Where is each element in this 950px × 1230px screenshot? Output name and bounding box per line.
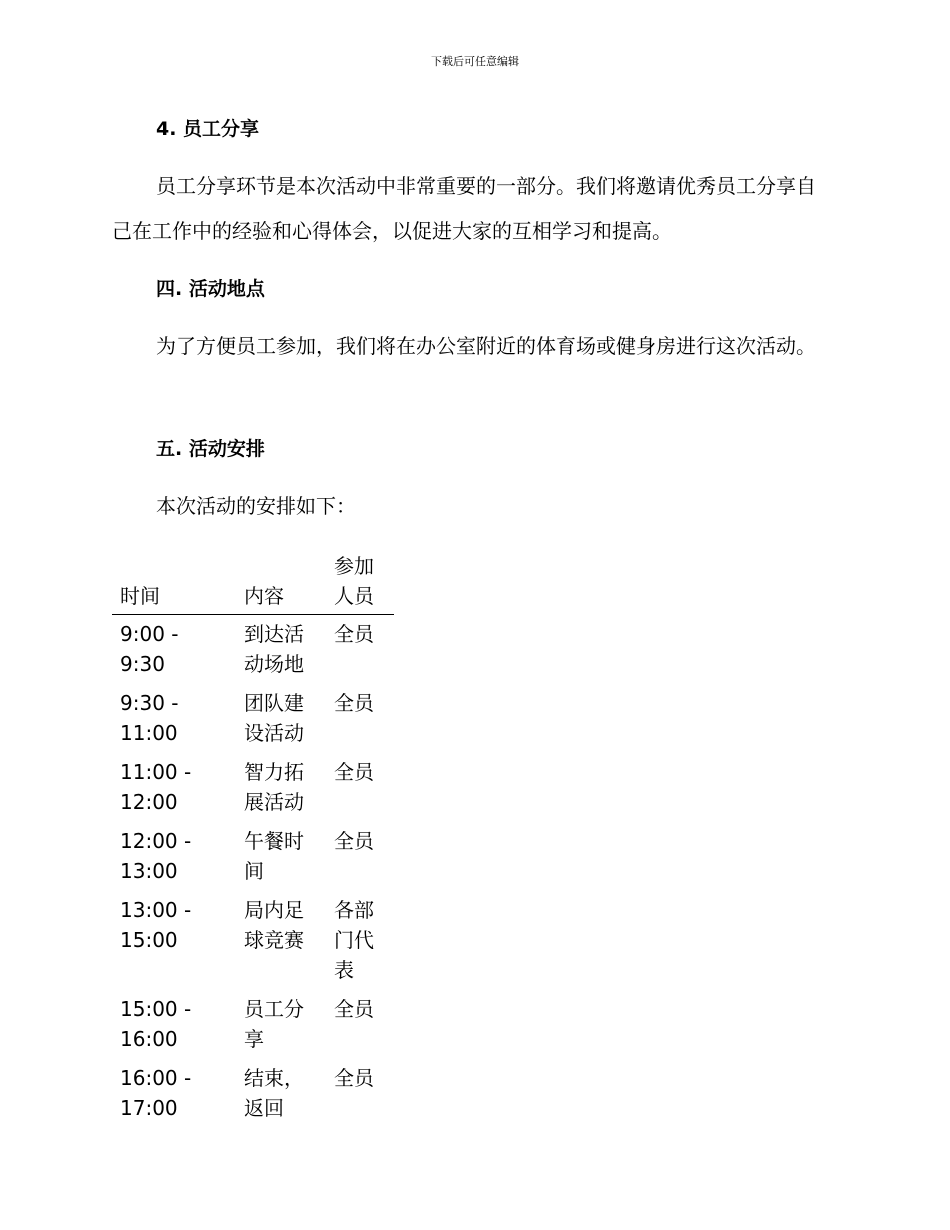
cell-participants: 全员 — [334, 622, 374, 646]
column-header-participants: 参加人员 — [326, 548, 394, 615]
table-row — [112, 891, 394, 990]
cell-time: 11:00 - 12:00 — [120, 760, 192, 814]
cell-time: 16:00 - 17:00 — [120, 1066, 192, 1120]
schedule-intro: 本次活动的安排如下： — [156, 494, 356, 518]
cell-content: 午餐时间 — [244, 829, 304, 883]
employee-sharing-paragraph: 员工分享环节是本次活动中非常重要的一部分。我们将邀请优秀员工分享自己在工作中的经验和心得体会，以促进大家的互相学习和提高。 — [112, 174, 816, 243]
table-row — [112, 615, 394, 685]
cell-time: 15:00 - 16:00 — [120, 997, 192, 1051]
table-row — [112, 990, 394, 1059]
cell-participants: 全员 — [334, 760, 374, 784]
location-paragraph: 为了方便员工参加，我们将在办公室附近的体育场或健身房进行这次活动。 — [156, 334, 816, 358]
section-heading-employee-sharing: 4. 员工分享 — [156, 118, 260, 140]
cell-time: 13:00 - 15:00 — [120, 898, 192, 952]
column-header-time: 时间 — [112, 548, 236, 615]
cell-content: 局内足球竞赛 — [244, 898, 304, 952]
cell-content: 员工分享 — [244, 997, 304, 1051]
cell-participants: 全员 — [334, 997, 374, 1021]
schedule-table — [112, 548, 394, 1128]
cell-participants: 全员 — [334, 829, 374, 853]
cell-time: 9:30 - 11:00 — [120, 691, 179, 745]
table-row — [112, 684, 394, 753]
table-header-row — [112, 548, 394, 615]
table-row — [112, 822, 394, 891]
cell-participants: 全员 — [334, 691, 374, 715]
cell-participants: 各部门代表 — [334, 898, 374, 982]
page-header-note: 下载后可任意编辑 — [431, 55, 519, 68]
cell-time: 9:00 - 9:30 — [120, 622, 179, 676]
cell-participants: 全员 — [334, 1066, 374, 1090]
column-header-content: 内容 — [236, 548, 326, 615]
table-row — [112, 753, 394, 822]
cell-content: 团队建设活动 — [244, 691, 304, 745]
section-heading-location: 四. 活动地点 — [156, 278, 265, 300]
cell-content: 智力拓展活动 — [244, 760, 304, 814]
cell-time: 12:00 - 13:00 — [120, 829, 192, 883]
section-heading-schedule: 五. 活动安排 — [156, 438, 265, 460]
cell-content: 到达活动场地 — [244, 622, 304, 676]
cell-content: 结束，返回 — [244, 1066, 304, 1120]
table-row — [112, 1059, 394, 1128]
